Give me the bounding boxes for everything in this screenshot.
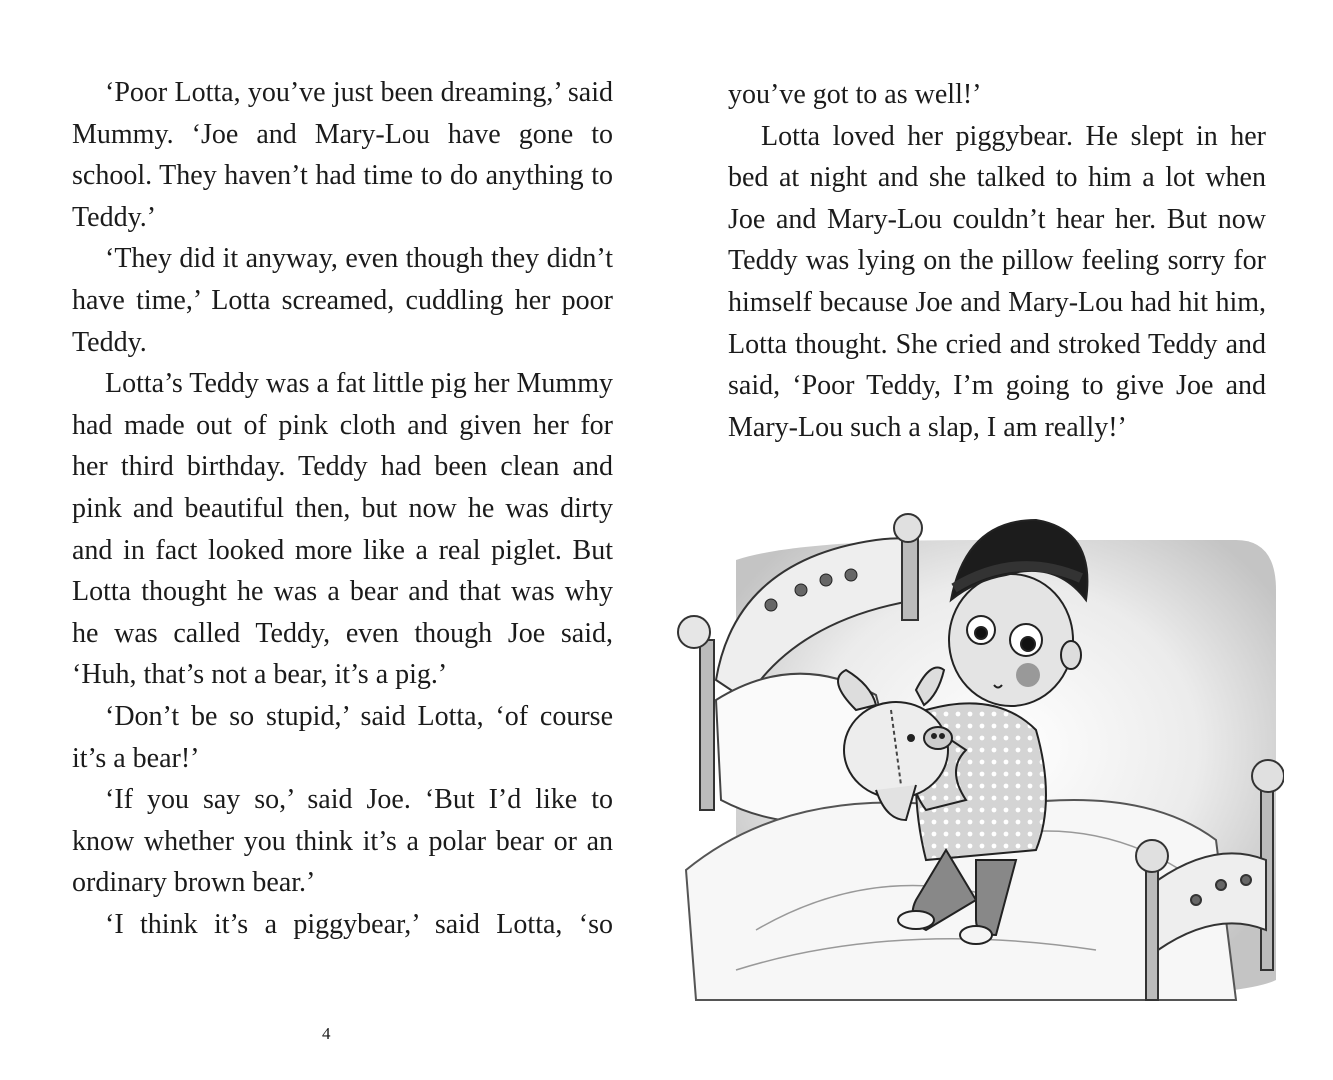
paragraph: ‘I think it’s a piggybear,’ said Lotta, ‘so xyxy=(105,908,613,940)
paragraph: Lotta loved her piggybear. He slept in her bed at night and she talked to him a lot when Joe and Mary-Lou couldn’t hear her. But now Teddy was lying on the pillow feeling sorry for himself because Joe and Mary-Lou had hit him, Lotta thought. She cried and stroked Teddy and said, ‘Poor Teddy, I’m going to give Joe and Mary-Lou such a slap, I am really!’ xyxy=(728,120,1266,443)
paragraph: ‘Don’t be so stupid,’ said Lotta, ‘of course it’s a bear!’ xyxy=(72,700,613,774)
paragraph: you’ve got to as well!’ xyxy=(728,79,982,110)
paragraph: Lotta’s Teddy was a fat little pig her Mummy had made out of pink cloth and given her for her third birthday. Teddy had been clean and pink and beautiful then, but now he was dirty and in fact looked more like a real piglet. But Lotta thought he was a bear and that was why he was called Teddy, even though Joe said, ‘Huh, that’s not a bear, it’s a pig.’ xyxy=(72,368,613,691)
left-text-column xyxy=(72,72,613,945)
paragraph: ‘If you say so,’ said Joe. ‘But I’d like to know whether you think it’s a polar bear or an ordinary brown bear.’ xyxy=(72,784,613,899)
paragraph: ‘Poor Lotta, you’ve just been dreaming,’ said Mummy. ‘Joe and Mary-Lou have gone to school. They haven’t had time to do anything to Teddy.’ xyxy=(72,77,613,233)
right-text-column xyxy=(728,74,1266,448)
girl-with-pig-toy-on-bed-illustration xyxy=(676,480,1284,1015)
paragraph: ‘They did it anyway, even though they didn’t have time,’ Lotta screamed, cuddling her poor Teddy. xyxy=(72,243,613,358)
page-number: 4 xyxy=(322,1024,331,1043)
left-page xyxy=(0,0,666,1080)
